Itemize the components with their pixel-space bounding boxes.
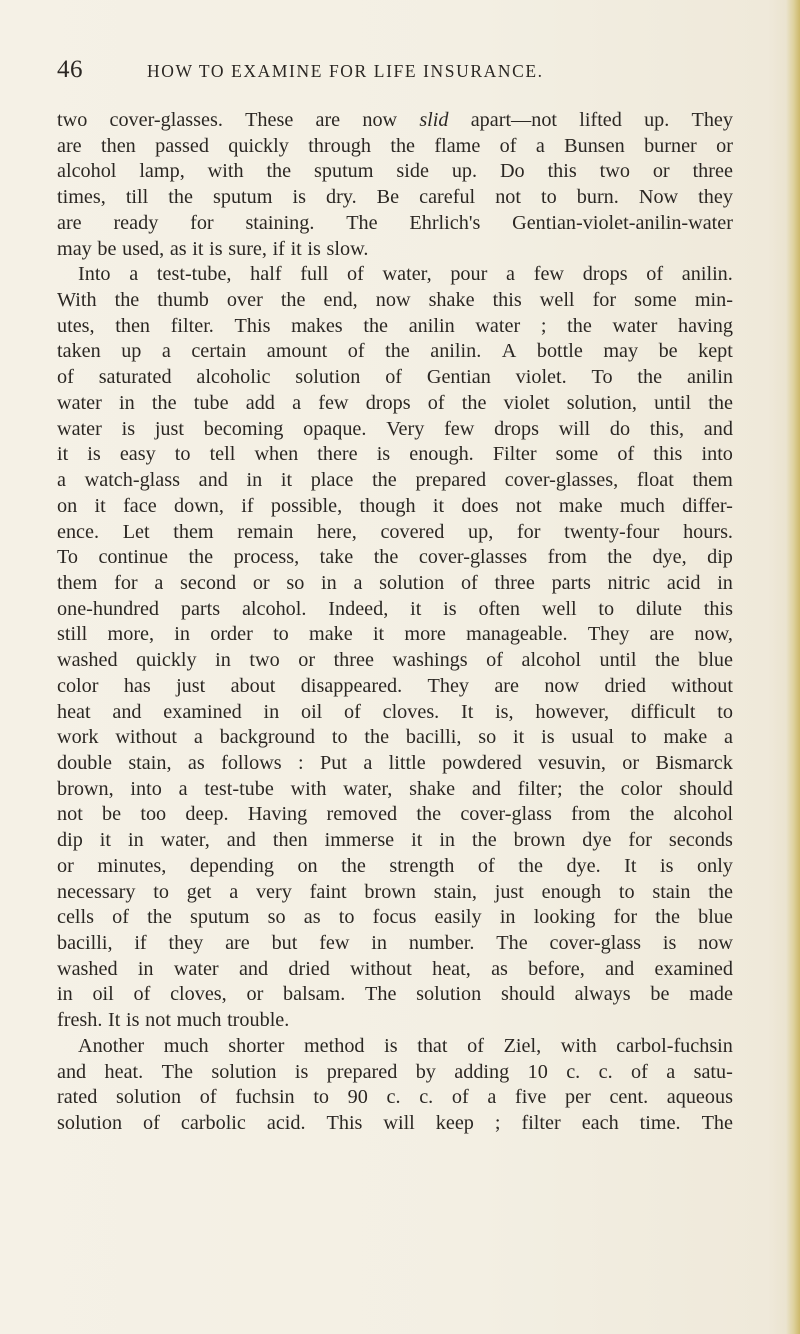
- text-line: a watch-glass and in it place the prepared cover-glasses, float them: [57, 469, 733, 492]
- page-number: 46: [57, 56, 83, 83]
- page-edge-discoloration: [786, 0, 800, 1334]
- text-line: To continue the process, take the cover-glasses from the dye, dip: [57, 546, 733, 569]
- text-line: ence. Let them remain here, covered up, for twenty-four hours.: [57, 520, 733, 543]
- text-line: With the thumb over the end, now shake this well for some min-: [57, 289, 733, 312]
- text-line: not be too deep. Having removed the cover-glass from the alcohol: [57, 803, 733, 826]
- text-line: and heat. The solution is prepared by adding 10 c. c. of a satu-: [57, 1060, 733, 1083]
- text-line: are ready for staining. The Ehrlich's Gentian-violet-anilin-water: [57, 211, 733, 234]
- text-line: fresh. It is not much trouble.: [57, 1009, 290, 1032]
- text-line: still more, in order to make it more manageable. They are now,: [57, 623, 733, 646]
- text-line: or minutes, depending on the strength of the dye. It is only: [57, 854, 733, 877]
- text-line: them for a second or so in a solution of three parts nitric acid in: [57, 571, 733, 594]
- text-line: solution of carbolic acid. This will keep ; filter each time. The: [57, 1112, 733, 1135]
- text-line: double stain, as follows : Put a little powdered vesuvin, or Bismarck: [57, 751, 733, 774]
- text-line: water in the tube add a few drops of the violet solution, until the: [57, 391, 733, 414]
- text-line: in oil of cloves, or balsam. The solution should always be made: [57, 983, 733, 1006]
- text-line: bacilli, if they are but few in number. The cover-glass is now: [57, 932, 733, 954]
- text-line: one-hundred parts alcohol. Indeed, it is often well to dilute this: [57, 597, 733, 620]
- text-line: water is just becoming opaque. Very few drops will do this, and: [57, 417, 733, 440]
- text-line: cells of the sputum so as to focus easily in looking for the blue: [57, 906, 733, 929]
- text-line: Another much shorter method is that of Ziel, with carbol-fuchsin: [78, 1034, 733, 1057]
- text-line: utes, then filter. This makes the anilin water ; the water having: [57, 314, 733, 337]
- running-header: [57, 56, 737, 86]
- text-line: work without a background to the bacilli, so it is usual to make a: [57, 726, 733, 749]
- text-line: rated solution of fuchsin to 90 c. c. of a five per cent. aqueous: [57, 1086, 733, 1109]
- body-text: [57, 108, 733, 1137]
- text-line: two cover-glasses. These are now slid apart—not lifted up. They: [57, 109, 733, 131]
- text-line: alcohol lamp, with the sputum side up. Do this two or three: [57, 160, 733, 183]
- text-line: color has just about disappeared. They are now dried without: [57, 674, 733, 697]
- text-line: on it face down, if possible, though it does not make much differ-: [57, 494, 733, 517]
- text-line: taken up a certain amount of the anilin. A bottle may be kept: [57, 340, 733, 363]
- text-line: of saturated alcoholic solution of Gentian violet. To the anilin: [57, 366, 733, 389]
- text-line: dip it in water, and then immerse it in the brown dye for seconds: [57, 829, 733, 852]
- text-line: times, till the sputum is dry. Be careful not to burn. Now they: [57, 186, 733, 209]
- text-line: heat and examined in oil of cloves. It is, however, difficult to: [57, 700, 733, 723]
- text-line: may be used, as it is sure, if it is slow.: [57, 237, 369, 260]
- text-line: necessary to get a very faint brown stain, just enough to stain the: [57, 880, 733, 903]
- text-line: are then passed quickly through the flame of a Bunsen burner or: [57, 134, 733, 157]
- text-line: it is easy to tell when there is enough. Filter some of this into: [57, 443, 733, 466]
- text-line: brown, into a test-tube with water, shake and filter; the color should: [57, 777, 733, 800]
- text-line: Into a test-tube, half full of water, pour a few drops of anilin.: [78, 263, 733, 286]
- text-line: washed in water and dried without heat, as before, and examined: [57, 957, 733, 980]
- running-header-title: HOW TO EXAMINE FOR LIFE INSURANCE.: [147, 61, 544, 81]
- text-line: washed quickly in two or three washings of alcohol until the blue: [57, 649, 733, 672]
